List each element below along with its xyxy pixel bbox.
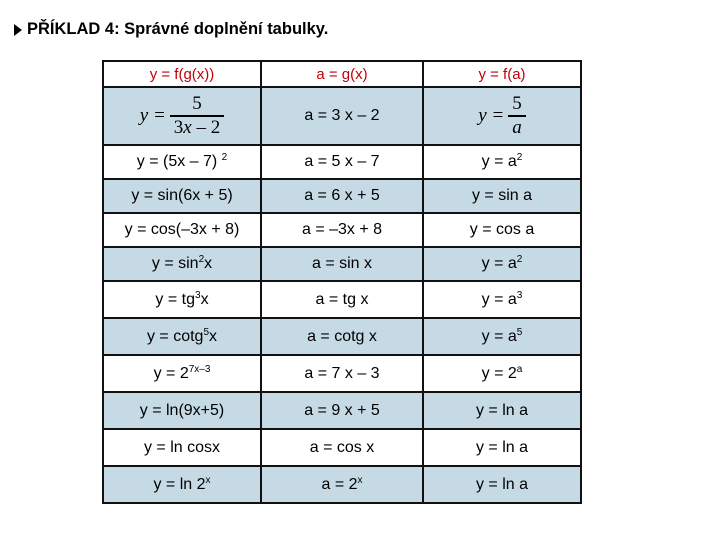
- formula-cell-composite: [103, 466, 261, 503]
- formula-tail: x: [204, 255, 213, 272]
- formula-sup: 3: [516, 289, 523, 301]
- formula-base: a = 9 x + 5: [304, 401, 380, 419]
- formula-cell-inner: [261, 392, 423, 429]
- formula-base: y = ln(9x+5): [139, 401, 225, 419]
- formula-base: y = cos(–3x + 8): [124, 221, 240, 238]
- formula-base: y = 2: [153, 364, 189, 382]
- table-body: [103, 145, 581, 503]
- formula-cell-outer: [423, 466, 581, 503]
- formula-cell-composite: [103, 145, 261, 179]
- table-row: [103, 466, 581, 503]
- formula-cell-inner: [261, 281, 423, 318]
- formula-cell-inner: [261, 429, 423, 466]
- formula-base: y = ln a: [475, 401, 529, 419]
- fraction-formula: [140, 93, 224, 138]
- formula-base: y = cotg: [146, 327, 204, 345]
- header-cell-composite: y = f(g(x)): [103, 61, 261, 87]
- table-row: [103, 318, 581, 355]
- formula-cell-composite: [103, 318, 261, 355]
- formula-sup: 7x–3: [188, 363, 211, 375]
- formula-cell-composite: [103, 392, 261, 429]
- table-row: [103, 281, 581, 318]
- formula-base: y = a: [481, 290, 517, 308]
- formula-sup: 2: [198, 254, 205, 265]
- formula-cell-outer: [423, 318, 581, 355]
- formula-cell-outer: [423, 281, 581, 318]
- formula-sup: 2: [516, 254, 523, 265]
- fraction-lhs: y =: [139, 105, 166, 126]
- formula-cell-inner: [261, 179, 423, 213]
- formula-base: y = (5x – 7): [136, 153, 222, 170]
- fraction-cell-inner: a = 3 x – 2: [261, 87, 423, 145]
- formula-base: y = tg: [155, 290, 195, 308]
- formula-sup: 3: [195, 289, 201, 301]
- table-row: [103, 213, 581, 247]
- formula-cell-inner: [261, 318, 423, 355]
- table-row: [103, 429, 581, 466]
- formula-base: y = sin: [151, 255, 199, 272]
- formula-base: y = sin a: [471, 187, 533, 204]
- table-row: [103, 355, 581, 392]
- formula-cell-composite: [103, 213, 261, 247]
- formula-base: a = tg x: [315, 290, 369, 308]
- formula-cell-inner: [261, 355, 423, 392]
- formula-base: y = ln 2: [153, 475, 206, 493]
- formula-base: a = sin x: [311, 255, 373, 272]
- table-row: [103, 87, 581, 145]
- header-cell-inner: a = g(x): [261, 61, 423, 87]
- formula-base: y = 2: [481, 364, 517, 382]
- formula-base: y = ln cosx: [143, 438, 221, 456]
- formula-cell-outer: [423, 213, 581, 247]
- formula-base: y = a: [481, 153, 517, 170]
- formula-cell-inner: [261, 247, 423, 281]
- formula-cell-composite: [103, 281, 261, 318]
- page-title-text: PŘÍKLAD 4: Správné doplnění tabulky.: [27, 20, 329, 38]
- formula-cell-outer: [423, 429, 581, 466]
- fraction-formula: [478, 93, 526, 138]
- table-row: [103, 179, 581, 213]
- page-title: [14, 20, 328, 39]
- formula-base: y = sin(6x + 5): [131, 187, 233, 204]
- formula-cell-composite: [103, 179, 261, 213]
- formula-sup: 2: [221, 152, 228, 163]
- formula-base: a = –3x + 8: [301, 221, 383, 238]
- formula-base: a = 6 x + 5: [304, 187, 380, 204]
- formula-cell-inner: [261, 213, 423, 247]
- formula-base: a = 2: [321, 475, 358, 493]
- formula-base: y = ln a: [475, 475, 529, 493]
- header-cell-outer: y = f(a): [423, 61, 581, 87]
- formula-base: a = cos x: [309, 438, 375, 456]
- formula-tail: x: [200, 290, 209, 308]
- table-header-row: [103, 61, 581, 87]
- fraction-denominator: a: [512, 116, 522, 138]
- formula-cell-outer: [423, 247, 581, 281]
- formula-cell-composite: [103, 429, 261, 466]
- formula-base: a = 7 x – 3: [304, 364, 380, 382]
- formula-base: y = a: [481, 327, 517, 345]
- formula-cell-outer: [423, 145, 581, 179]
- triangle-bullet-icon: [14, 24, 22, 36]
- fraction-denominator: 3x – 2: [173, 116, 221, 138]
- formula-base: y = cos a: [469, 221, 535, 238]
- composition-table: [102, 60, 582, 504]
- formula-sup: 5: [516, 326, 523, 338]
- formula-cell-composite: [103, 247, 261, 281]
- formula-sup: 2: [516, 152, 523, 163]
- fraction-stack: [170, 93, 224, 138]
- formula-cell-inner: [261, 145, 423, 179]
- formula-base: y = a: [481, 255, 517, 272]
- fraction-cell-outer: [423, 87, 581, 145]
- formula-cell-inner: [261, 466, 423, 503]
- formula-base: y = ln a: [475, 438, 529, 456]
- fraction-numerator: 5: [512, 93, 522, 115]
- formula-sup: x: [357, 474, 363, 486]
- table-row: [103, 392, 581, 429]
- fraction-lhs: y =: [478, 105, 505, 126]
- formula-cell-outer: [423, 392, 581, 429]
- table-row: [103, 145, 581, 179]
- formula-cell-outer: [423, 355, 581, 392]
- formula-cell-outer: [423, 179, 581, 213]
- fraction-numerator: 5: [192, 93, 202, 115]
- formula-cell-composite: [103, 355, 261, 392]
- formula-sup: a: [516, 363, 523, 375]
- table-row: [103, 247, 581, 281]
- formula-tail: x: [209, 327, 218, 345]
- formula-sup: 5: [203, 326, 210, 338]
- formula-base: a = cotg x: [307, 327, 377, 345]
- fraction-stack: [508, 93, 526, 138]
- formula-base: a = 5 x – 7: [304, 153, 380, 170]
- fraction-cell-composite: [103, 87, 261, 145]
- formula-sup: x: [205, 474, 211, 486]
